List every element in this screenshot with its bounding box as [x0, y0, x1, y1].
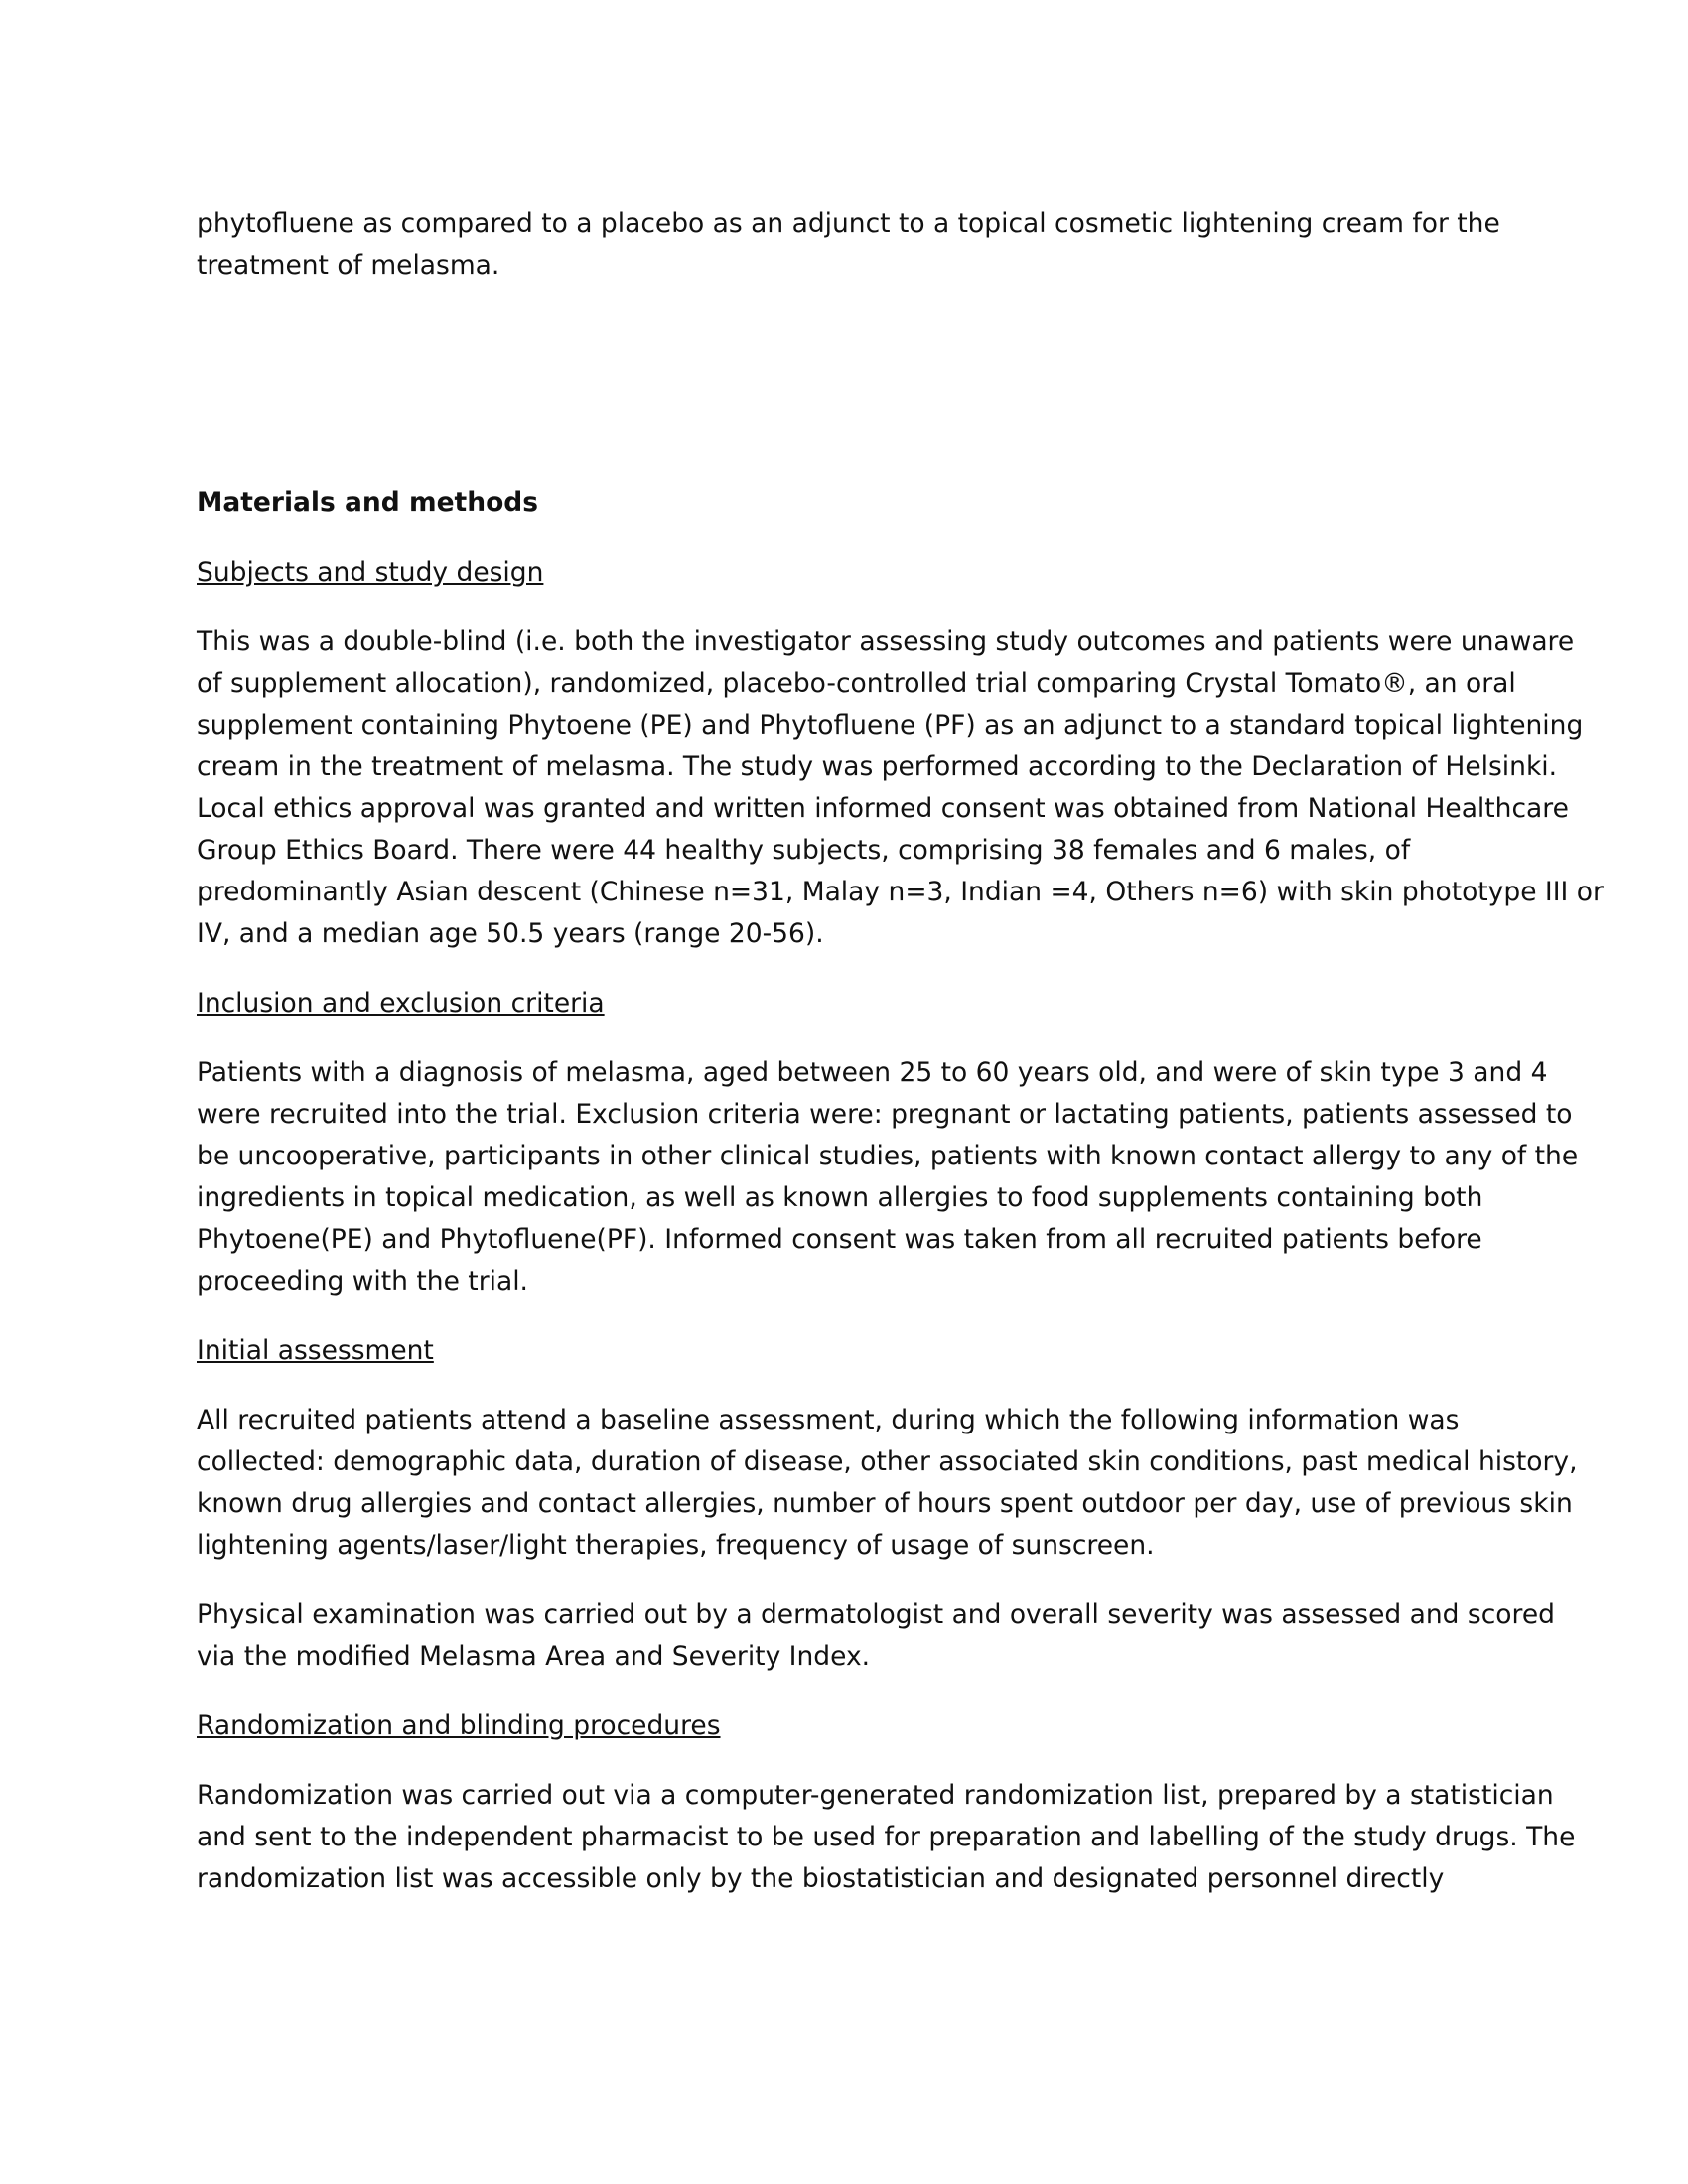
text-line: predominantly Asian descent (Chinese n=31, Malay n=3, Indian =4, Others n=6) with skin phototype III or [197, 877, 1604, 907]
section-heading: Materials and methods [197, 487, 539, 518]
text-line: Randomization was carried out via a computer-generated randomization list, prepared by a statistician [197, 1780, 1554, 1811]
text-line: This was a double-blind (i.e. both the investigator assessing study outcomes and patients were unaware [197, 626, 1575, 657]
subsection-heading-criteria: Inclusion and exclusion criteria [197, 988, 605, 1019]
criteria-paragraph [197, 1052, 1579, 1302]
text-line: were recruited into the trial. Exclusion criteria were: pregnant or lactating patients, patients assessed to [197, 1099, 1573, 1130]
subsection-heading-design: Subjects and study design [197, 557, 544, 588]
subsection-heading-randomization: Randomization and blinding procedures [197, 1710, 721, 1741]
subsection-heading-assessment: Initial assessment [197, 1335, 434, 1366]
text-line: treatment of melasma. [197, 250, 500, 281]
randomization-paragraph [197, 1775, 1576, 1900]
assessment-paragraph-1 [197, 1400, 1578, 1567]
text-line: known drug allergies and contact allergies, number of hours spent outdoor per day, use of previous skin [197, 1488, 1573, 1519]
text-line: via the modified Melasma Area and Severity Index. [197, 1641, 871, 1672]
page-content [197, 204, 1604, 1900]
text-line: cream in the treatment of melasma. The study was performed according to the Declaration of Helsinki. [197, 751, 1558, 782]
text-line: IV, and a median age 50.5 years (range 20-56). [197, 918, 824, 949]
text-line: and sent to the independent pharmacist to be used for preparation and labelling of the study drugs. The [197, 1822, 1576, 1852]
text-line: Local ethics approval was granted and written informed consent was obtained from National Healthcare [197, 793, 1569, 824]
text-line: lightening agents/laser/light therapies, frequency of usage of sunscreen. [197, 1530, 1155, 1561]
text-line: phytofluene as compared to a placebo as an adjunct to a topical cosmetic lightening cream for the [197, 208, 1500, 239]
text-line: Physical examination was carried out by a dermatologist and overall severity was assessed and scored [197, 1599, 1555, 1630]
text-line: randomization list was accessible only by the biostatistician and designated personnel directly [197, 1863, 1445, 1894]
text-line: proceeding with the trial. [197, 1266, 528, 1297]
text-line: ingredients in topical medication, as well as known allergies to food supplements containing both [197, 1182, 1483, 1213]
intro-paragraph [197, 204, 1500, 287]
text-line: collected: demographic data, duration of disease, other associated skin conditions, past medical history, [197, 1446, 1578, 1477]
text-line: of supplement allocation), randomized, placebo-controlled trial comparing Crystal Tomato®, an oral [197, 668, 1516, 699]
text-line: Group Ethics Board. There were 44 healthy subjects, comprising 38 females and 6 males, of [197, 835, 1411, 866]
design-paragraph [197, 621, 1604, 955]
text-line: Phytoene(PE) and Phytofluene(PF). Informed consent was taken from all recruited patients before [197, 1224, 1482, 1255]
text-line: supplement containing Phytoene (PE) and Phytofluene (PF) as an adjunct to a standard topical lightening [197, 710, 1584, 741]
text-line: be uncooperative, participants in other clinical studies, patients with known contact allergy to any of the [197, 1141, 1579, 1171]
text-line: All recruited patients attend a baseline assessment, during which the following information was [197, 1405, 1460, 1435]
text-line: Patients with a diagnosis of melasma, aged between 25 to 60 years old, and were of skin type 3 and 4 [197, 1057, 1548, 1088]
assessment-paragraph-2 [197, 1594, 1555, 1678]
